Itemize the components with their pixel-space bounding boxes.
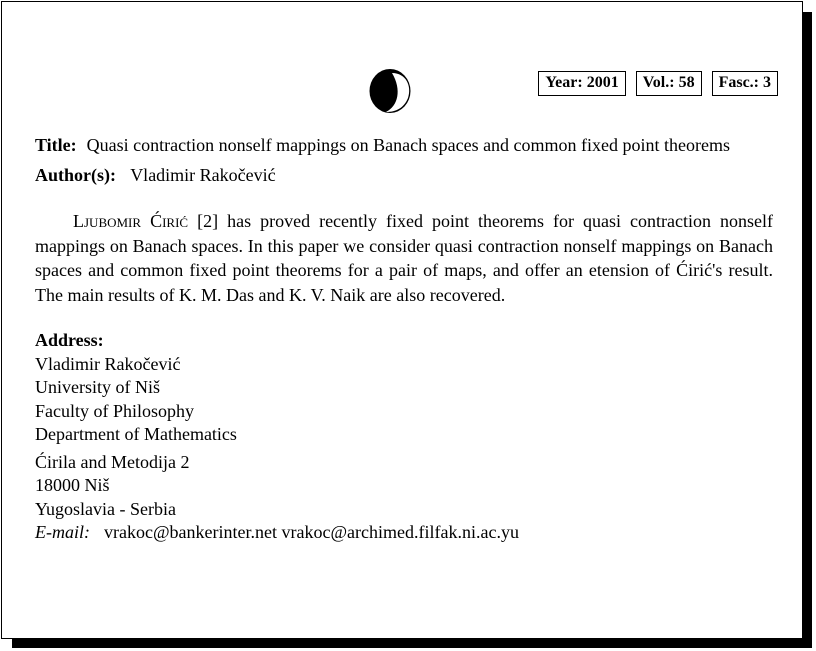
paper-card <box>1 1 803 639</box>
email-label: E-mail: <box>35 522 90 542</box>
address-line: 18000 Niš <box>35 475 110 495</box>
abstract-cited-author: Ljubomir Ćirić <box>73 211 189 231</box>
author-label: Author(s): <box>35 165 116 185</box>
issue-info <box>538 71 778 96</box>
address-line: Faculty of Philosophy <box>35 400 195 421</box>
paper-content <box>35 133 773 545</box>
title-label: Title: <box>35 135 77 155</box>
address-line: Vladimir Rakočević <box>35 353 181 374</box>
address-line: University of Niš <box>35 377 160 397</box>
address-line: Yugoslavia - Serbia <box>35 498 176 519</box>
year-box: Year: 2001 <box>538 71 625 96</box>
email-value: vrakoc@bankerinter.net vrakoc@archimed.filfak.ni.ac.yu <box>103 522 519 542</box>
address-line: Department of Mathematics <box>35 424 237 444</box>
address-line: Ćirila and Metodija 2 <box>35 451 190 472</box>
journal-logo-icon <box>368 68 412 114</box>
abstract-text: [2] has proved recently fixed point theorems for quasi contraction nonself mappings on Banach spaces. In this paper we consider quasi contraction nonself mappings on Banach spaces and common fixed point theorems for a pair of maps, and offer an etension of Ćirić's result. The main results of K. M. Das and K. V. Naik are also recovered. <box>35 211 773 305</box>
fascicle-box: Fasc.: 3 <box>712 71 778 96</box>
author-name: Vladimir Rakočević <box>130 165 276 185</box>
abstract <box>35 209 773 307</box>
author-row <box>35 163 773 187</box>
volume-box: Vol.: 58 <box>636 71 702 96</box>
address-label: Address: <box>35 330 104 350</box>
title-row <box>35 133 773 157</box>
paper-title: Quasi contraction nonself mappings on Banach spaces and common fixed point theorems <box>86 135 731 155</box>
email-row <box>35 521 773 545</box>
address-block <box>35 329 773 545</box>
